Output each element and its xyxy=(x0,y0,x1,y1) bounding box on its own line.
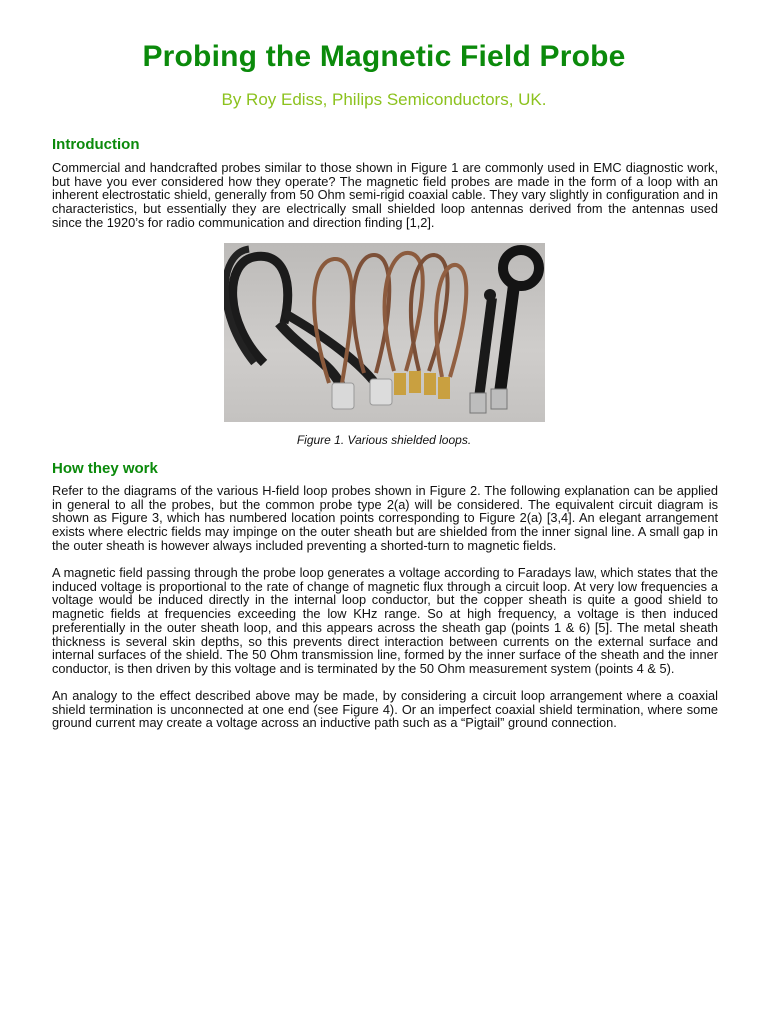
how-paragraph-1: Refer to the diagrams of the various H-field loop probes shown in Figure 2. The following explanation can be applied in general to all the probes, but the common probe type 2(a) will be considered. The equivalent circuit diagram is shown as Figure 3, which has numbered location points corresponding to Figure 2(a) [3,4]. An elegant arrangement exists where electric fields may impinge on the outer sheath but are shielded from the inner signal line. A small gap in the outer sheath is however always included preventing a shorted-turn to magnetic fields. xyxy=(52,483,718,553)
page-title: Probing the Magnetic Field Probe xyxy=(142,40,626,73)
shielded-loops-illustration xyxy=(224,243,545,422)
intro-paragraph: Commercial and handcrafted probes similar to those shown in Figure 1 are commonly used in EMC diagnostic work, but have you ever considered how they operate? The magnetic field probes are made in the form of a loop with an inherent electrostatic shield, generally from 50 Ohm semi-rigid coaxial cable. They vary slightly in configuration and in characteristics, but essentially they are electrically small shielded loop antennas derived from the antennas used since the 1920’s for radio communication and direction finding [1,2]. xyxy=(52,160,718,230)
figure-1-caption: Figure 1. Various shielded loops. xyxy=(296,433,472,447)
heading-introduction: Introduction xyxy=(52,136,140,153)
how-paragraph-3: An analogy to the effect described above may be made, by considering a circuit loop arrangement where a coaxial shield termination is unconnected at one end (see Figure 4). Or an imperfect coaxial shield termination, where some ground current may create a voltage across an inductive path such as a “Pigtail” ground connection. xyxy=(52,688,718,731)
heading-how-they-work: How they work xyxy=(52,460,158,477)
figure-1-photo xyxy=(224,243,545,422)
how-paragraph-2: A magnetic field passing through the probe loop generates a voltage according to Faradays law, which states that the induced voltage is proportional to the rate of change of magnetic flux through a circuit loop. At very low frequencies a voltage would be induced directly in the internal loop conductor, but the copper sheath is quite a good shield to magnetic fields at frequencies exceeding the low KHz range. So at high frequency, a voltage is then induced preferentially in the outer sheath loop, and this appears across the sheath gap (points 1 & 6) [5]. The metal sheath thickness is several skin depths, so this prevents direct interaction between currents on the external surface and internal surfaces of the shield. The 50 Ohm transmission line, formed by the inner surface of the sheath and the inner conductor, is then driven by this voltage and is terminated by the 50 Ohm measurement system (points 4 & 5). xyxy=(52,565,718,676)
author-line: By Roy Ediss, Philips Semiconductors, UK. xyxy=(221,90,547,109)
